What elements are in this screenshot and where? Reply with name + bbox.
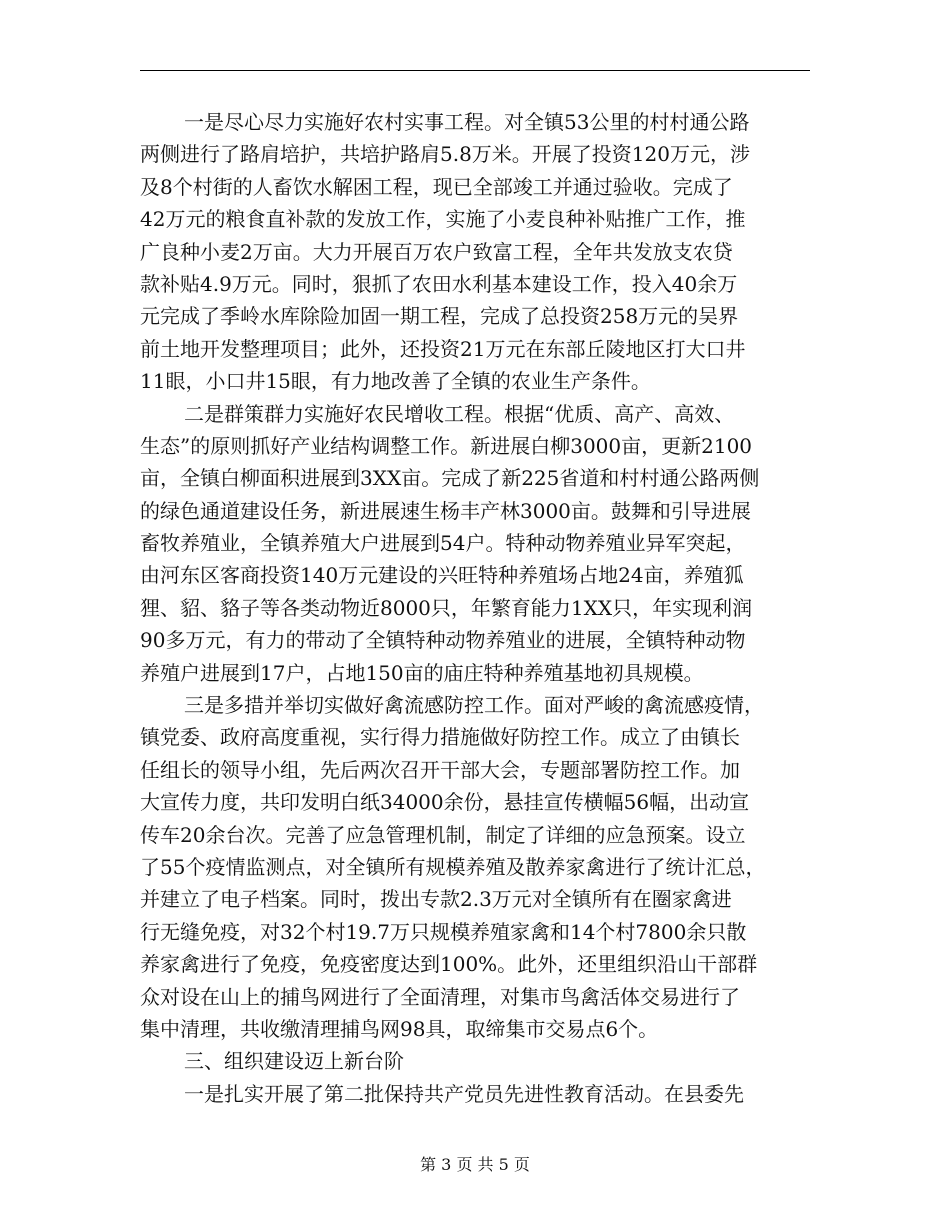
text-line: 由河东区客商投资140万元建设的兴旺特种养殖场占地24亩，养殖狐 — [140, 563, 744, 588]
header-rule — [140, 70, 810, 71]
text-line: 集中清理，共收缴清理捕鸟网98具，取缔集市交易点6个。 — [140, 1016, 659, 1041]
text-line: 二是群策群力实施好农民增收工程。根据“优质、高产、高效、 — [184, 401, 735, 426]
page-footer: 第 3 页 共 5 页 — [420, 1155, 530, 1174]
text-line: 养家禽进行了免疫，免疫密度达到100%。此外，还里组织沿山干部群 — [140, 952, 758, 977]
text-line: 款补贴4.9万元。同时，狠抓了农田水利基本建设工作，投入40余万 — [140, 271, 738, 296]
text-line: 生态”的原则抓好产业结构调整工作。新进展白柳3000亩，更新2100 — [140, 433, 753, 458]
text-line: 广良种小麦2万亩。大力开展百万农户致富工程，全年共发放支农贷 — [140, 239, 733, 264]
text-line: 11眼，小口井15眼，有力地改善了全镇的农业生产条件。 — [140, 369, 651, 394]
text-line: 养殖户进展到17户，占地150亩的庙庄特种养殖基地初具规模。 — [140, 660, 704, 685]
text-line: 亩，全镇白柳面积进展到3XX亩。完成了新225省道和村村通公路两侧 — [140, 466, 760, 491]
text-line: 三是多措并举切实做好禽流感防控工作。面对严峻的禽流感疫情， — [184, 693, 764, 718]
text-line: 行无缝免疫，对32个村19.7万只规模养殖家禽和14个村7800余只散 — [140, 919, 747, 944]
text-line: 传车20余台次。完善了应急管理机制，制定了详细的应急预案。设立 — [140, 822, 746, 847]
text-line: 镇党委、政府高度重视，实行得力措施做好防控工作。成立了由镇长 — [140, 725, 740, 750]
text-line: 狸、貂、貉子等各类动物近8000只，年繁育能力1XX只，年实现利润 — [140, 595, 753, 620]
text-line: 一是尽心尽力实施好农村实事工程。对全镇53公里的村村通公路 — [184, 110, 750, 134]
text-line: 一是扎实开展了第二批保持共产党员先进性教育活动。在县委先 — [184, 1081, 744, 1106]
text-line: 畜牧养殖业，全镇养殖大户进展到54户。特种动物养殖业异军突起， — [140, 531, 746, 556]
text-line: 了55个疫情监测点，对全镇所有规模养殖及散养家禽进行了统计汇总， — [140, 854, 766, 879]
text-line: 的绿色通道建设任务，新进展速生杨丰产林3000亩。鼓舞和引导进展 — [140, 498, 751, 523]
text-line: 任组长的领导小组，先后两次召开干部大会，专题部署防控工作。加 — [140, 757, 740, 782]
text-line: 并建立了电子档案。同时，拨出专款2.3万元对全镇所有在圈家禽进 — [140, 887, 732, 912]
text-line: 42万元的粮食直补款的发放工作，实施了小麦良种补贴推广工作，推 — [140, 207, 746, 232]
text-line: 大宣传力度，共印发明白纸34000余份，悬挂宣传横幅56幅，出动宣 — [140, 790, 750, 815]
text-line: 元完成了季岭水库除险加固一期工程，完成了总投资258万元的吴界 — [140, 304, 739, 329]
text-line: 三、组织建设迈上新台阶 — [184, 1049, 404, 1074]
text-line: 90多万元，有力的带动了全镇特种动物养殖业的进展，全镇特种动物 — [140, 628, 746, 653]
text-line: 众对设在山上的捕鸟网进行了全面清理，对集市鸟禽活体交易进行了 — [140, 984, 740, 1009]
body-text — [140, 106, 812, 1110]
text-line: 两侧进行了路肩培护，共培护路肩5.8万米。开展了投资120万元，涉 — [140, 142, 750, 167]
text-line: 前土地开发整理项目；此外，还投资21万元在东部丘陵地区打大口井 — [140, 336, 746, 361]
text-line: 及8个村街的人畜饮水解困工程，现已全部竣工并通过验收。完成了 — [140, 174, 733, 199]
